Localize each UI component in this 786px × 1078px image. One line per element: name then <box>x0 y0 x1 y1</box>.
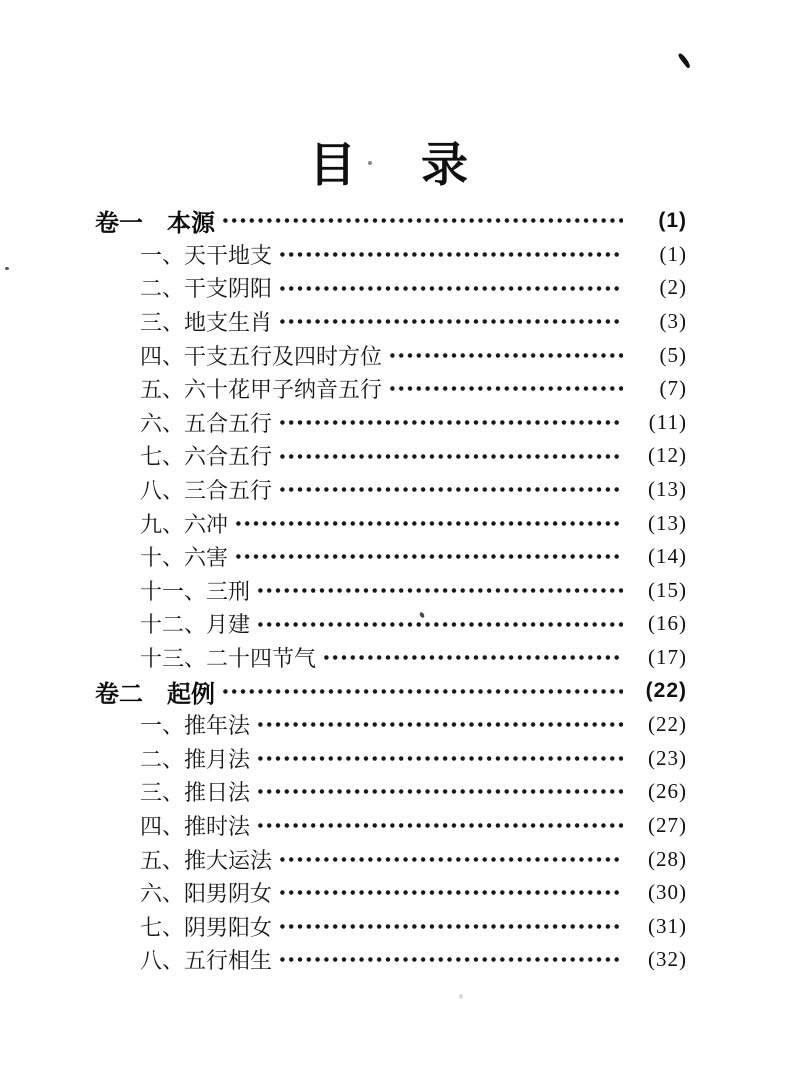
toc-page-number: (1) <box>659 241 687 266</box>
toc-item-row <box>95 406 687 440</box>
dotted-leader <box>256 607 623 641</box>
dotted-leader <box>256 775 623 809</box>
toc-entry-label: 二、干支阴阳 <box>140 276 273 302</box>
toc-entry-label: 八、三合五行 <box>140 478 273 504</box>
toc-page-number: (11) <box>648 409 687 434</box>
toc-item-row <box>95 775 687 809</box>
toc-item-row <box>95 271 687 305</box>
toc-item-row <box>95 641 687 675</box>
ink-speck <box>5 267 9 270</box>
dotted-leader <box>234 506 623 540</box>
dotted-leader <box>278 439 623 473</box>
toc-page-number: (3) <box>659 309 687 334</box>
toc-item-row <box>95 540 687 574</box>
dotted-leader <box>234 540 623 574</box>
dotted-leader <box>278 876 623 910</box>
dotted-leader <box>256 742 623 776</box>
toc-entry-label: 卷一 本源 <box>95 210 215 238</box>
dotted-leader <box>221 204 623 238</box>
toc-chapter-row <box>95 204 687 238</box>
toc-item-row <box>95 473 687 507</box>
toc-page-number: (16) <box>648 611 687 636</box>
dotted-leader <box>278 909 623 943</box>
toc-item-row <box>95 372 687 406</box>
toc-item-row <box>95 943 687 977</box>
toc-entry-label: 十、六害 <box>140 545 229 571</box>
toc-page-number: (28) <box>648 846 687 871</box>
dotted-leader <box>278 406 623 440</box>
toc-chapter-row <box>95 674 687 708</box>
toc-item-row <box>95 574 687 608</box>
toc-entry-label: 一、天干地支 <box>140 242 273 268</box>
toc-item-row <box>95 876 687 910</box>
dotted-leader <box>278 271 623 305</box>
toc-page-number: (14) <box>648 544 687 569</box>
toc-entry-label: 五、六十花甲子纳音五行 <box>140 377 383 403</box>
toc-page-number: (31) <box>648 913 687 938</box>
toc-entry-label: 七、六合五行 <box>140 444 273 470</box>
toc-item-row <box>95 439 687 473</box>
toc-entry-label: 十一、三刑 <box>140 578 251 604</box>
toc-page-number: (30) <box>648 880 687 905</box>
toc-entry-label: 六、阳男阴女 <box>140 881 273 907</box>
dotted-leader <box>322 641 623 675</box>
toc-item-row <box>95 742 687 776</box>
dotted-leader <box>388 338 623 372</box>
toc-entry-label: 三、地支生肖 <box>140 310 273 336</box>
toc-entry-label: 四、干支五行及四时方位 <box>140 343 383 369</box>
toc-entry-label: 三、推日法 <box>140 780 251 806</box>
toc-entry-label: 六、五合五行 <box>140 410 273 436</box>
toc-entry-label: 五、推大运法 <box>140 847 273 873</box>
toc-page-number: (13) <box>648 510 687 535</box>
toc-page-number: (1) <box>658 208 687 232</box>
dotted-leader <box>278 305 623 339</box>
toc-page-number: (27) <box>648 812 687 837</box>
toc-entry-label: 十二、月建 <box>140 612 251 638</box>
toc-item-row <box>95 809 687 843</box>
toc-page-number: (15) <box>648 577 687 602</box>
dotted-leader <box>278 943 623 977</box>
toc-item-row <box>95 909 687 943</box>
toc-entry-label: 二、推月法 <box>140 746 251 772</box>
toc-entry-label: 四、推时法 <box>140 813 251 839</box>
toc-entry-label: 卷二 起例 <box>95 680 215 708</box>
toc-item-row <box>95 842 687 876</box>
toc-page-number: (22) <box>645 679 687 703</box>
dotted-leader <box>256 708 623 742</box>
toc-entry-label: 八、五行相生 <box>140 948 273 974</box>
dotted-leader <box>221 674 623 708</box>
toc-page-number: (2) <box>659 275 687 300</box>
toc-page-number: (32) <box>648 947 687 972</box>
toc-entry-label: 十三、二十四节气 <box>140 646 317 672</box>
toc-item-row <box>95 238 687 272</box>
toc-entry-label: 一、推年法 <box>140 713 251 739</box>
dotted-leader <box>256 574 623 608</box>
toc-page-number: (13) <box>648 477 687 502</box>
toc-entry-label: 七、阴男阳女 <box>140 914 273 940</box>
toc-item-row <box>95 338 687 372</box>
toc-item-row <box>95 708 687 742</box>
dotted-leader <box>388 372 623 406</box>
toc-list <box>95 204 687 977</box>
page-title: 目 录 <box>309 138 477 191</box>
toc-item-row <box>95 506 687 540</box>
toc-page-number: (12) <box>648 443 687 468</box>
dotted-leader <box>278 842 623 876</box>
ink-speck <box>459 994 463 999</box>
toc-entry-label: 九、六冲 <box>140 511 229 537</box>
toc-page-number: (17) <box>648 645 687 670</box>
dotted-leader <box>256 809 623 843</box>
toc-page-number: (22) <box>648 712 687 737</box>
toc-item-row <box>95 607 687 641</box>
dotted-leader <box>278 238 623 272</box>
ink-speck-comma-icon <box>677 52 691 68</box>
toc-page-number: (5) <box>659 342 687 367</box>
toc-page-number: (23) <box>648 745 687 770</box>
toc-item-row <box>95 305 687 339</box>
dotted-leader <box>278 473 623 507</box>
toc-page-number: (26) <box>648 779 687 804</box>
toc-page-number: (7) <box>659 376 687 401</box>
